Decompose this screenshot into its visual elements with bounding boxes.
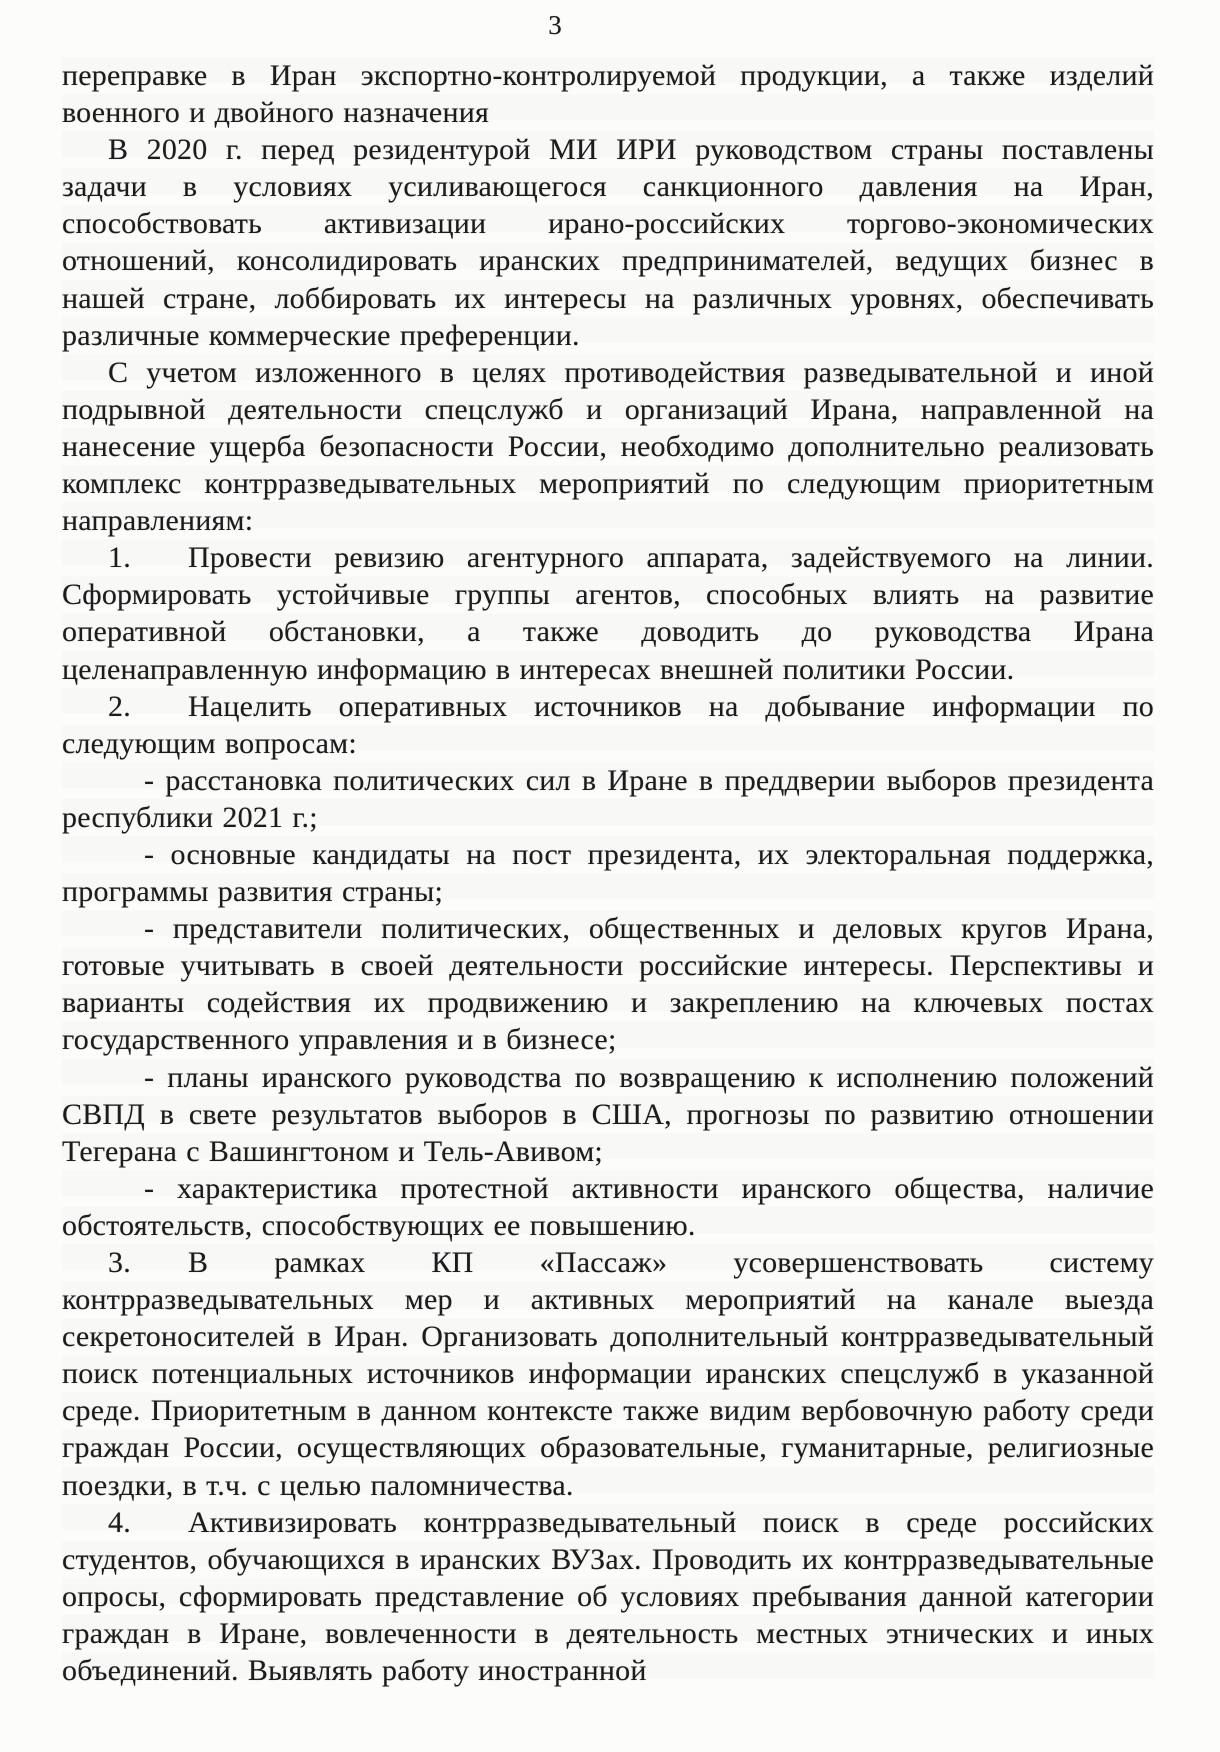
paragraph: 3. В рамках КП «Пассаж» усовершенствовать систему контрразведывательных мер и активных мероприятий на канале выезда секретоносителей в Иран. Организовать дополнительный контрразведывательный поиск потенциальных источников информации иранских спецслужб в указанной среде. Приоритетным в данном контексте также видим вербовочную работу среди граждан России, осуществляющих образовательные, гуманитарные, религиозные поездки, в т.ч. с целью паломничества. <box>62 1246 1154 1502</box>
paragraph: В 2020 г. перед резидентурой МИ ИРИ руководством страны поставлены задачи в условиях усиливающегося санкционного давления на Иран, способствовать активизации ирано-российских торгово-экономических отношений, консолидировать иранских предпринимателей, ведущих бизнес в нашей стране, лоббировать их интересы на различных уровнях, обеспечивать различные коммерческие преференции. <box>62 133 1154 352</box>
paragraph: - расстановка политических сил в Иране в преддверии выборов президента республики 2021 г.; <box>62 763 1154 834</box>
paragraph: С учетом изложенного в целях противодействия разведывательной и иной подрывной деятельности спецслужб и организаций Ирана, направленной на нанесение ущерба безопасности России, необходимо дополнительно реализовать комплекс контрразведывательных мероприятий по следующим приоритетным направлениям: <box>62 355 1154 538</box>
paragraph: - представители политических, общественных и деловых кругов Ирана, готовые учитывать в своей деятельности российские интересы. Перспективы и варианты содействия их продвижению и закреплению на ключевых постах государственного управления и в бизнесе; <box>62 912 1154 1057</box>
paragraph: 2. Нацелить оперативных источников на добывание информации по следующим вопросам: <box>62 689 1154 760</box>
paragraph: - характеристика протестной активности иранского общества, наличие обстоятельств, способствующих ее повышению. <box>62 1171 1154 1242</box>
paragraph-number: 1. <box>108 541 131 575</box>
paragraph: переправке в Иран экспортно-контролируемой продукции, а также изделий военного и двойного назначения <box>62 59 1154 130</box>
paragraph: - основные кандидаты на пост президента, их электоральная поддержка, программы развития страны; <box>62 837 1154 909</box>
paragraph: 1. Провести ревизию агентурного аппарата, задействуемого на линии. Сформировать устойчивые группы агентов, способных влиять на развитие оперативной обстановки, а также доводить до руководства Ирана целенаправленную информацию в интересах внешней политики России. <box>62 541 1154 686</box>
paragraph: - планы иранского руководства по возвращению к исполнению положений СВПД в свете результатов выборов в США, прогнозы по развитию отношении Тегерана с Вашингтоном и Тель-Авивом; <box>62 1060 1154 1168</box>
document-body <box>62 57 1154 1689</box>
paragraph-number: 2. <box>108 689 131 723</box>
page-number: 3 <box>548 10 562 40</box>
paragraph: 4. Активизировать контрразведывательный поиск в среде российских студентов, обучающихся в иранских ВУЗах. Проводить их контрразведывательные опросы, сформировать представление об условиях пребывания данной категории граждан в Иране, вовлеченности в деятельность местных этнических и иных объединений. Выявлять работу иностранной <box>62 1505 1154 1688</box>
paragraph-number: 4. <box>108 1505 131 1539</box>
paragraph-number: 3. <box>108 1246 131 1279</box>
